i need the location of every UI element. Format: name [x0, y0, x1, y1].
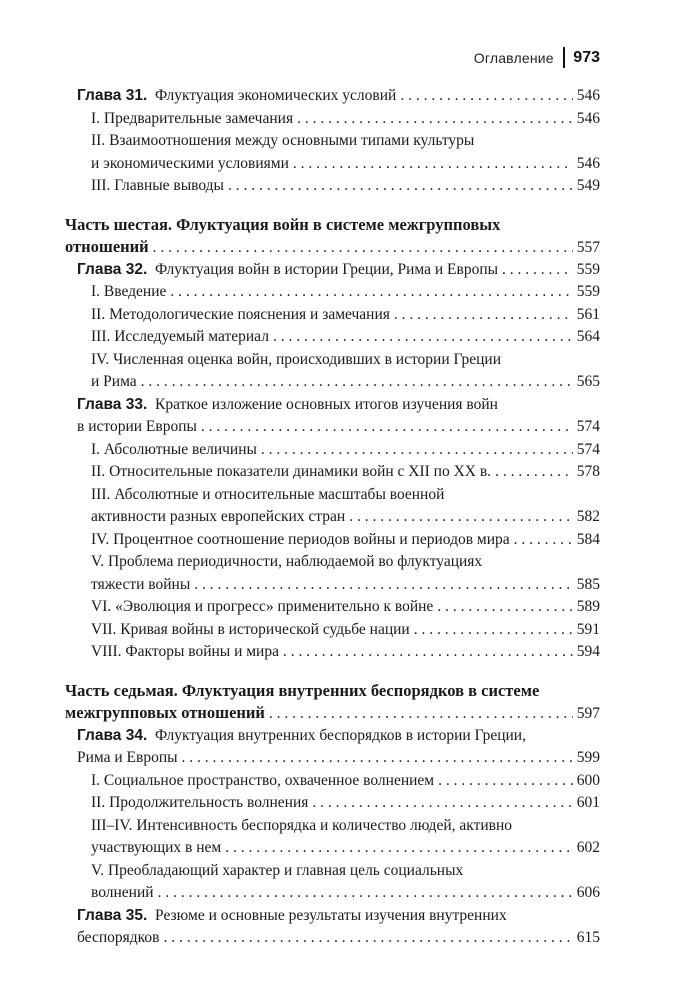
toc-entry-text	[77, 416, 197, 439]
entry-title: II. Взаимоотношения между основными типами культуры	[91, 132, 475, 149]
toc-page-number: 574	[576, 440, 600, 458]
toc-page-number: 557	[576, 239, 600, 256]
toc-page-number: 546	[576, 87, 600, 104]
toc-line	[77, 85, 600, 108]
toc-line	[77, 837, 600, 860]
toc-page-number: 600	[576, 771, 600, 789]
toc-entry-text	[65, 702, 265, 726]
toc-entry-text	[91, 439, 257, 462]
dot-leader	[158, 882, 573, 905]
toc-line	[77, 439, 600, 462]
toc-line	[77, 416, 600, 439]
toc-entry-part7[interactable]	[65, 680, 600, 725]
toc-line	[77, 770, 600, 793]
dot-leader	[283, 641, 573, 664]
toc-entry-text	[91, 461, 491, 484]
running-header-title: Оглавление	[473, 49, 554, 66]
toc-entry-text	[91, 860, 463, 883]
dot-leader	[394, 304, 573, 327]
toc-page-number: 582	[576, 508, 600, 525]
entry-title: Флуктуация внутренних беспорядков в истории Греции,	[155, 726, 526, 744]
dot-leader	[400, 85, 572, 108]
entry-title: Часть седьмая. Флуктуация внутренних беспорядков в системе	[65, 680, 540, 700]
running-header	[474, 47, 600, 68]
entry-title: отношений	[65, 237, 149, 256]
toc-page-number: 564	[576, 328, 600, 345]
toc-entry-text	[91, 349, 501, 372]
dot-leader	[273, 326, 573, 349]
toc-line	[77, 747, 600, 770]
toc-entry-text	[77, 905, 507, 928]
toc-page-number: 549	[576, 177, 600, 194]
toc-line	[65, 214, 600, 237]
toc-page-number: 585	[576, 575, 600, 593]
toc-page-number: 559	[576, 260, 600, 278]
toc-line	[77, 259, 600, 282]
chapter-label: Глава 35.	[77, 906, 148, 924]
entry-title: V. Преобладающий характер и главная цель социальных	[91, 861, 464, 879]
toc-entry-ch31[interactable]	[77, 85, 600, 108]
toc-entry-text	[91, 529, 510, 552]
toc-page-number: 561	[576, 305, 600, 323]
toc-entry-ch32-4[interactable]	[77, 349, 600, 394]
toc-entry-text	[91, 837, 221, 860]
entry-title: Рима и Европы	[77, 749, 178, 766]
toc-line	[77, 506, 600, 529]
dot-leader	[194, 574, 572, 597]
toc-entry-ch31-2[interactable]	[77, 130, 600, 175]
toc-entry-ch33-6[interactable]	[77, 596, 600, 619]
toc-entry-text	[91, 371, 137, 394]
toc-entry-text	[77, 85, 396, 108]
entry-title: I. Абсолютные величины	[91, 440, 257, 458]
toc-entry-text	[91, 326, 269, 349]
dot-leader	[502, 259, 573, 282]
entry-title: Часть шестая. Флуктуация войн в системе межгрупповых	[65, 214, 501, 234]
toc-entry-ch33-7[interactable]	[77, 619, 600, 642]
toc-line	[77, 130, 600, 153]
dot-leader	[163, 927, 572, 950]
chapter-label: Глава 32.	[77, 260, 148, 278]
toc-line	[77, 619, 600, 642]
dot-leader	[437, 596, 572, 619]
entry-title: II. Продолжительность волнения	[91, 794, 309, 811]
entry-title: IV. Процентное соотношение периодов войны и периодов мира	[91, 530, 510, 548]
dot-leader	[182, 747, 573, 770]
toc-line	[77, 574, 600, 597]
toc-entry-text	[91, 484, 444, 507]
toc-line	[65, 680, 600, 703]
entry-title: беспорядков	[77, 929, 160, 946]
dot-leader	[293, 153, 573, 176]
toc-entry-ch34-4[interactable]	[77, 860, 600, 905]
toc-line	[77, 927, 600, 950]
toc-line	[65, 236, 600, 259]
toc-line	[77, 860, 600, 883]
toc-entry-ch33-3[interactable]	[77, 484, 600, 529]
entry-title: I. Введение	[91, 283, 167, 300]
spacer	[77, 664, 600, 680]
toc-entry-text	[91, 574, 190, 597]
dot-leader	[514, 529, 573, 552]
toc-entry-ch32-2[interactable]	[77, 304, 600, 327]
entry-title: активности разных европейских стран	[91, 508, 346, 525]
toc-entry-ch33-1[interactable]	[77, 439, 600, 462]
entry-title: VIII. Факторы войны и мира	[91, 643, 279, 660]
toc-entry-ch32-3[interactable]	[77, 326, 600, 349]
entry-title: в истории Европы	[77, 418, 197, 435]
dot-leader	[261, 439, 573, 462]
toc-line	[77, 792, 600, 815]
toc-entry-ch34-1[interactable]	[77, 770, 600, 793]
entry-title: межгрупповых отношений	[65, 703, 265, 722]
entry-title: Резюме и основные результаты изучения внутренних	[155, 906, 507, 924]
chapter-label: Глава 34.	[77, 726, 148, 744]
toc-entry-text	[91, 551, 482, 574]
toc-entry-ch33-2[interactable]	[77, 461, 600, 484]
entry-title: тяжести войны	[91, 575, 191, 593]
toc-entry-ch34-3[interactable]	[77, 815, 600, 860]
toc-line	[77, 304, 600, 327]
toc-line	[77, 882, 600, 905]
toc-page-number: 546	[576, 154, 600, 172]
toc-page-number: 594	[576, 643, 600, 660]
toc-entry-ch31-3[interactable]	[77, 175, 600, 198]
dot-leader	[297, 108, 573, 131]
dot-leader	[225, 837, 573, 860]
entry-title: Флуктуация войн в истории Греции, Рима и Европы	[155, 260, 499, 278]
toc-entry-text	[77, 394, 498, 417]
dot-leader	[201, 416, 573, 439]
dot-leader	[495, 461, 573, 484]
toc-entry-ch33-4[interactable]	[77, 529, 600, 552]
toc-line	[77, 281, 600, 304]
dot-leader	[141, 371, 573, 394]
toc-line	[77, 461, 600, 484]
toc-entry-text	[77, 927, 159, 950]
toc-page-number: 601	[576, 794, 600, 811]
entry-title: VII. Кривая войны в исторической судьбе нации	[91, 620, 410, 638]
dot-leader	[312, 792, 572, 815]
toc-entry-text	[91, 304, 390, 327]
spacer	[77, 198, 600, 214]
toc-entry-text	[65, 214, 500, 238]
dot-leader	[153, 237, 573, 260]
toc-page-number: 615	[576, 929, 600, 946]
dot-leader	[228, 175, 573, 198]
toc-line	[77, 394, 600, 417]
toc-page-number: 589	[576, 598, 600, 615]
entry-title: и экономическими условиями	[91, 154, 289, 172]
entry-title: III. Исследуемый материал	[91, 328, 269, 345]
toc-line	[77, 815, 600, 838]
toc-entry-text	[91, 815, 512, 838]
toc-entry-text	[65, 680, 539, 704]
toc-line	[77, 175, 600, 198]
entry-title: III–IV. Интенсивность беспорядка и количество людей, активно	[91, 816, 513, 834]
entry-title: II. Методологические пояснения и замечания	[91, 305, 390, 323]
toc-entry-text	[91, 281, 166, 304]
toc-entry-text	[91, 130, 474, 153]
toc-entry-part6[interactable]	[65, 214, 600, 259]
entry-title: III. Абсолютные и относительные масштабы военной	[91, 485, 445, 503]
toc-page-number: 578	[576, 463, 600, 480]
toc-entry-text	[91, 596, 433, 619]
dot-leader	[438, 770, 573, 793]
toc-line	[77, 349, 600, 372]
toc-page-number: 546	[576, 109, 600, 127]
toc-line	[77, 326, 600, 349]
toc-entry-text	[91, 792, 308, 815]
toc-entry-text	[91, 882, 154, 905]
toc-page-number: 584	[576, 530, 600, 548]
toc-entry-ch33[interactable]	[77, 394, 600, 439]
toc-entry-ch33-8[interactable]	[77, 641, 600, 664]
toc-page-number: 559	[576, 283, 600, 300]
toc-entry-ch32[interactable]	[77, 259, 600, 282]
toc-entry-ch35[interactable]	[77, 905, 600, 950]
toc-line	[77, 905, 600, 928]
toc-entry-text	[91, 108, 293, 131]
entry-title: VI. «Эволюция и прогресс» применительно к войне	[91, 598, 434, 615]
dot-leader	[170, 281, 572, 304]
toc-line	[77, 596, 600, 619]
toc-line	[77, 641, 600, 664]
toc-line	[77, 725, 600, 748]
entry-title: I. Предварительные замечания	[91, 109, 294, 127]
toc-line	[77, 484, 600, 507]
toc-line	[77, 371, 600, 394]
toc-line	[77, 153, 600, 176]
toc-entry-text	[91, 641, 279, 664]
toc-entry-text	[77, 725, 526, 748]
dot-leader	[414, 619, 573, 642]
toc-entry-text	[77, 747, 178, 770]
dot-leader	[349, 506, 573, 529]
toc-entry-text	[91, 770, 434, 793]
toc-page-number: 591	[576, 620, 600, 638]
toc-entry-text	[91, 175, 224, 198]
entry-title: II. Относительные показатели динамики войн с XII по XX в.	[91, 463, 492, 480]
entry-title: участвующих в нем	[91, 839, 222, 856]
toc-page-number: 574	[576, 418, 600, 435]
toc-page-number: 602	[576, 839, 600, 856]
dot-leader	[269, 703, 573, 726]
entry-title: Краткое изложение основных итогов изучения войн	[155, 395, 498, 413]
entry-title: III. Главные выводы	[91, 177, 224, 194]
toc-page-number: 565	[576, 373, 600, 390]
entry-title: V. Проблема периодичности, наблюдаемой во флуктуациях	[91, 553, 483, 570]
toc-entry-ch32-1[interactable]	[77, 281, 600, 304]
toc-line	[77, 551, 600, 574]
header-divider	[563, 47, 566, 68]
chapter-label: Глава 31.	[77, 87, 148, 104]
entry-title: I. Социальное пространство, охваченное волнением	[91, 771, 435, 789]
toc-entry-ch34-2[interactable]	[77, 792, 600, 815]
entry-title: волнений	[91, 884, 154, 901]
toc-page-number: 606	[576, 884, 600, 901]
chapter-label: Глава 33.	[77, 395, 148, 413]
toc-entry-ch34[interactable]	[77, 725, 600, 770]
toc-line	[77, 108, 600, 131]
toc-entry-text	[91, 153, 289, 176]
table-of-contents	[65, 85, 600, 950]
entry-title: IV. Численная оценка войн, происходивших в истории Греции	[91, 350, 502, 368]
toc-entry-text	[65, 236, 149, 260]
toc-line	[65, 702, 600, 725]
toc-entry-text	[77, 259, 498, 282]
toc-entry-text	[91, 619, 410, 642]
entry-title: Флуктуация экономических условий	[155, 87, 397, 104]
toc-page-number: 599	[576, 749, 600, 766]
toc-entry-ch31-1[interactable]	[77, 108, 600, 131]
entry-title: и Рима	[91, 373, 137, 390]
page-number: 973	[573, 48, 600, 66]
toc-entry-ch33-5[interactable]	[77, 551, 600, 596]
toc-entry-text	[91, 506, 345, 529]
toc-line	[77, 529, 600, 552]
toc-page-number: 597	[576, 705, 600, 722]
